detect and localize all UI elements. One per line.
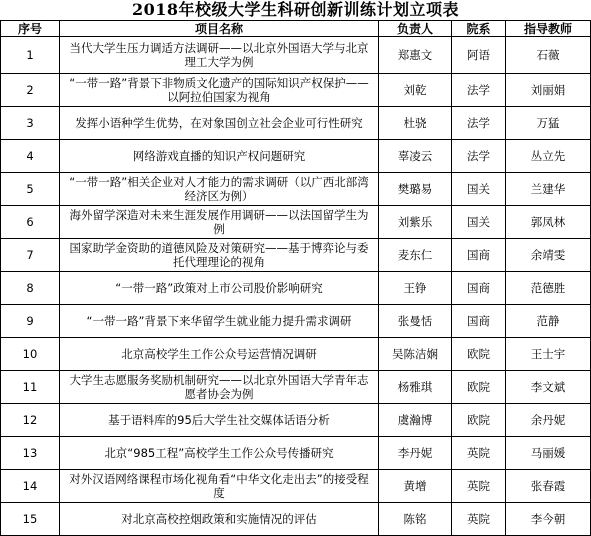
cell-dept: 国商 xyxy=(452,272,506,305)
table-row xyxy=(1,173,591,206)
project-table xyxy=(0,20,591,536)
cell-leader: 辜凌云 xyxy=(379,140,452,173)
cell-dept: 英院 xyxy=(452,470,506,503)
cell-no: 9 xyxy=(1,305,60,338)
cell-dept: 英院 xyxy=(452,503,506,536)
cell-no: 10 xyxy=(1,338,60,371)
cell-advisor: 范静 xyxy=(506,305,591,338)
cell-no: 12 xyxy=(1,404,60,437)
cell-advisor: 范德胜 xyxy=(506,272,591,305)
cell-name: 海外留学深造对未来生涯发展作用调研——以法国留学生为例 xyxy=(60,206,379,239)
cell-advisor: 李今朝 xyxy=(506,503,591,536)
header-no: 序号 xyxy=(1,21,60,37)
cell-name: “一带一路”政策对上市公司股价影响研究 xyxy=(60,272,379,305)
cell-leader: 李丹妮 xyxy=(379,437,452,470)
cell-advisor: 兰建华 xyxy=(506,173,591,206)
cell-leader: 刘乾 xyxy=(379,74,452,107)
cell-leader: 杨雅琪 xyxy=(379,371,452,404)
cell-dept: 英院 xyxy=(452,437,506,470)
cell-no: 1 xyxy=(1,37,60,74)
header-leader: 负责人 xyxy=(379,21,452,37)
table-row xyxy=(1,239,591,272)
table-row xyxy=(1,74,591,107)
cell-dept: 国商 xyxy=(452,305,506,338)
cell-name: “一带一路”背景下非物质文化遗产的国际知识产权保护——以阿拉伯国家为视角 xyxy=(60,74,379,107)
cell-name: 基于语料库的95后大学生社交媒体话语分析 xyxy=(60,404,379,437)
cell-dept: 阿语 xyxy=(452,37,506,74)
cell-advisor: 马丽媛 xyxy=(506,437,591,470)
table-row xyxy=(1,305,591,338)
cell-name: “一带一路”背景下来华留学生就业能力提升需求调研 xyxy=(60,305,379,338)
cell-dept: 国关 xyxy=(452,206,506,239)
cell-name: 对外汉语网络课程市场化视角看“中华文化走出去”的接受程度 xyxy=(60,470,379,503)
cell-leader: 杜骁 xyxy=(379,107,452,140)
cell-name: 大学生志愿服务奖励机制研究——以北京外国语大学青年志愿者协会为例 xyxy=(60,371,379,404)
cell-name: 北京“985工程”高校学生工作公众号传播研究 xyxy=(60,437,379,470)
table-row xyxy=(1,437,591,470)
header-name: 项目名称 xyxy=(60,21,379,37)
cell-no: 14 xyxy=(1,470,60,503)
cell-no: 5 xyxy=(1,173,60,206)
cell-leader: 刘紫乐 xyxy=(379,206,452,239)
table-row xyxy=(1,371,591,404)
cell-leader: 麦东仁 xyxy=(379,239,452,272)
cell-no: 3 xyxy=(1,107,60,140)
cell-name: 网络游戏直播的知识产权问题研究 xyxy=(60,140,379,173)
cell-advisor: 郭凤林 xyxy=(506,206,591,239)
cell-name: 北京高校学生工作公众号运营情况调研 xyxy=(60,338,379,371)
cell-advisor: 余靖雯 xyxy=(506,239,591,272)
cell-no: 6 xyxy=(1,206,60,239)
cell-dept: 欧院 xyxy=(452,338,506,371)
cell-dept: 法学 xyxy=(452,74,506,107)
cell-no: 4 xyxy=(1,140,60,173)
cell-leader: 王铮 xyxy=(379,272,452,305)
cell-advisor: 李文斌 xyxy=(506,371,591,404)
cell-leader: 樊璐易 xyxy=(379,173,452,206)
cell-dept: 法学 xyxy=(452,107,506,140)
header-dept: 院系 xyxy=(452,21,506,37)
cell-leader: 虞瀚博 xyxy=(379,404,452,437)
table-row xyxy=(1,338,591,371)
cell-leader: 陈铭 xyxy=(379,503,452,536)
cell-name: 发挥小语种学生优势，在对象国创立社会企业可行性研究 xyxy=(60,107,379,140)
cell-no: 13 xyxy=(1,437,60,470)
cell-advisor: 余丹妮 xyxy=(506,404,591,437)
table-row xyxy=(1,404,591,437)
cell-advisor: 万猛 xyxy=(506,107,591,140)
cell-no: 2 xyxy=(1,74,60,107)
cell-name: “一带一路”相关企业对人才能力的需求调研（以广西北部湾经济区为例） xyxy=(60,173,379,206)
table-row xyxy=(1,470,591,503)
cell-dept: 国商 xyxy=(452,239,506,272)
cell-leader: 郑惠文 xyxy=(379,37,452,74)
cell-name: 国家助学金资助的道德风险及对策研究——基于博弈论与委托代理理论的视角 xyxy=(60,239,379,272)
cell-no: 11 xyxy=(1,371,60,404)
cell-advisor: 王士宇 xyxy=(506,338,591,371)
table-row xyxy=(1,37,591,74)
cell-name: 对北京高校控烟政策和实施情况的评估 xyxy=(60,503,379,536)
table-row xyxy=(1,503,591,536)
cell-dept: 法学 xyxy=(452,140,506,173)
document-title: 2018年校级大学生科研创新训练计划立项表 xyxy=(131,0,460,19)
cell-no: 15 xyxy=(1,503,60,536)
table-row xyxy=(1,140,591,173)
cell-dept: 欧院 xyxy=(452,371,506,404)
cell-leader: 黄增 xyxy=(379,470,452,503)
header-advisor: 指导教师 xyxy=(506,21,591,37)
cell-advisor: 张春霞 xyxy=(506,470,591,503)
cell-no: 7 xyxy=(1,239,60,272)
cell-dept: 国关 xyxy=(452,173,506,206)
cell-dept: 欧院 xyxy=(452,404,506,437)
cell-advisor: 丛立先 xyxy=(506,140,591,173)
cell-name: 当代大学生压力调适方法调研——以北京外国语大学与北京理工大学为例 xyxy=(60,37,379,74)
table-row xyxy=(1,272,591,305)
cell-no: 8 xyxy=(1,272,60,305)
cell-leader: 吴陈洁娴 xyxy=(379,338,452,371)
table-row xyxy=(1,206,591,239)
cell-leader: 张曼恬 xyxy=(379,305,452,338)
cell-advisor: 刘丽娟 xyxy=(506,74,591,107)
cell-advisor: 石薇 xyxy=(506,37,591,74)
table-row xyxy=(1,107,591,140)
table-header-row xyxy=(1,21,591,37)
